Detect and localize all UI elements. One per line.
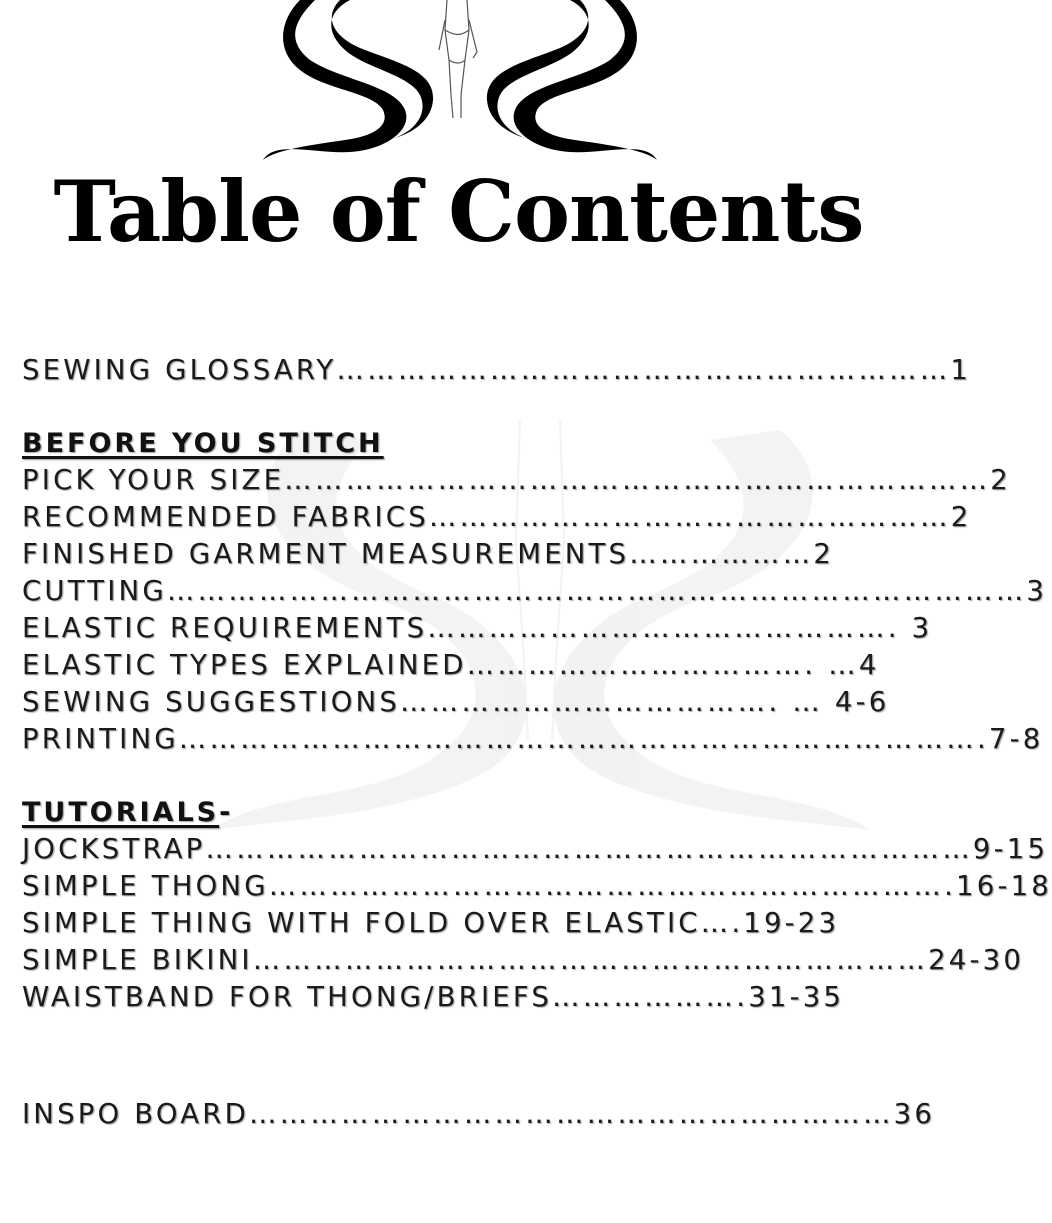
toc-entry-inspo-board[interactable]: INSPO BOARD………………………………………………………36 [22, 1098, 936, 1130]
toc-entry-sewing-glossary[interactable]: SEWING GLOSSARY……………………………………………………1 [22, 354, 972, 386]
toc-entry-recommended-fabrics[interactable]: RECOMMENDED FABRICS……………………………………………2 [22, 501, 972, 533]
toc-entry-sewing-suggestions[interactable]: SEWING SUGGESTIONS………………………………. … 4-6 [22, 686, 890, 718]
toc-entry-printing[interactable]: PRINTING…………………………………………………………………….7-8 [22, 723, 1044, 755]
section-heading-before-you-stitch [22, 425, 902, 462]
logo-icon [255, 0, 665, 170]
toc-entry-jockstrap[interactable]: JOCKSTRAP…………………………………………………………………9-15 [22, 833, 1049, 865]
section-heading-tutorials [22, 794, 902, 831]
toc-entry-pick-your-size[interactable]: PICK YOUR SIZE……………………………………………………………2 [22, 464, 1011, 496]
toc-entry-simple-bikini[interactable]: SIMPLE BIKINI…………………………………………………………24-30 [22, 944, 1025, 976]
section-heading-tutorials-label: TUTORIALS [22, 797, 220, 828]
section-heading-before-you-stitch-label: BEFORE YOU STITCH [22, 428, 384, 459]
toc-entry-simple-thing-fold-over-elastic[interactable]: SIMPLE THING WITH FOLD OVER ELASTIC….19-23 [22, 907, 840, 939]
page-title: Table of Contents [53, 162, 864, 261]
toc-entry-waistband-thong-briefs[interactable]: WAISTBAND FOR THONG/BRIEFS……………….31-35 [22, 981, 845, 1013]
table-of-contents [22, 352, 1052, 1133]
toc-entry-elastic-types-explained[interactable]: ELASTIC TYPES EXPLAINED……………………………. …4 [22, 649, 880, 681]
toc-entry-finished-garment-measurements[interactable]: FINISHED GARMENT MEASUREMENTS………………2 [22, 538, 835, 570]
toc-entry-cutting[interactable]: CUTTING…………………………………………………………………………3 [22, 575, 1048, 607]
section-heading-tutorials-suffix: - [219, 797, 234, 828]
toc-entry-simple-thong[interactable]: SIMPLE THONG………………………………………………………….16-18 [22, 870, 1052, 902]
toc-entry-elastic-requirements[interactable]: ELASTIC REQUIREMENTS………………………………………. 3 [22, 612, 933, 644]
